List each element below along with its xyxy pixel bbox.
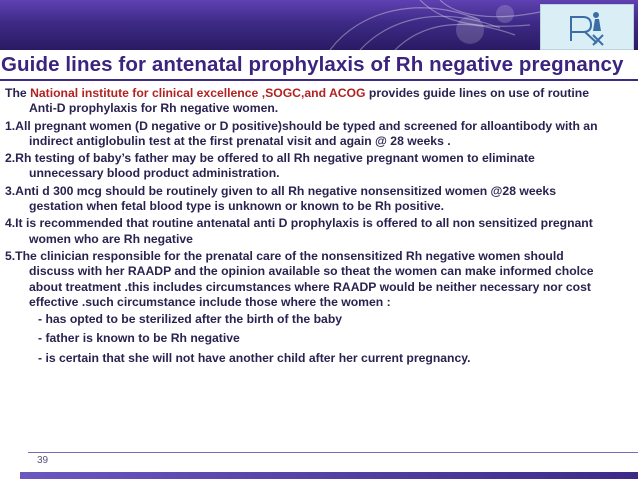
guideline-point-4: 4.It is recommended that routine antenatal anti D prophylaxis is offered to all non sensitized pregnant women who are Rh negative [5,216,593,246]
circumstance-item: - is certain that she will not have another child after her current pregnancy. [38,350,471,365]
intro-suffix: provides guide lines on use of routine Anti-D prophylaxis for Rh negative women. [29,86,589,116]
guideline-point-1: 1.All pregnant women (D negative or D positive)should be typed and screened for alloantibody with an indirect antiglobulin test at the first prenatal visit and again @ 28 weeks . [5,118,598,148]
guideline-point-3: 3.Anti d 300 mcg should be routinely given to all Rh negative nonsensitized women @28 weeks gestation when fetal blood type is unknown or known to be Rh positive. [5,183,556,214]
header-banner [0,0,638,50]
intro-highlight: National institute for clinical excellence ,SOGC,and ACOG [30,86,366,100]
page-number: 39 [37,455,49,466]
circumstance-item: - has opted to be sterilized after the birth of the baby [38,312,343,327]
circumstance-item: - father is known to be Rh negative [38,331,240,346]
circumstance-list [5,312,605,366]
intro-paragraph [5,86,605,117]
logo [540,4,634,50]
slide-body [5,86,605,370]
footer-bar [20,472,638,479]
guideline-point-5: 5.The clinician responsible for the prenatal care of the nonsensitized Rh negative women should discuss with her RAADP and the opinion available so theat the women can make informed cholce about treatment .this includes circumstances where RAADP would be neither necessary nor cost effective .such circumstance include those where the women : [5,248,594,309]
guideline-point-2: 2.Rh testing of baby’s father may be offered to all Rh negative pregnant women to eliminate unnecessary blood product administration. [5,151,535,181]
logo-icon [541,5,633,49]
title-divider [0,79,638,81]
intro-prefix: The [5,86,31,100]
footer-divider [28,452,638,453]
slide-title: Guide lines for antenatal prophylaxis of Rh negative pregnancy [1,53,624,76]
